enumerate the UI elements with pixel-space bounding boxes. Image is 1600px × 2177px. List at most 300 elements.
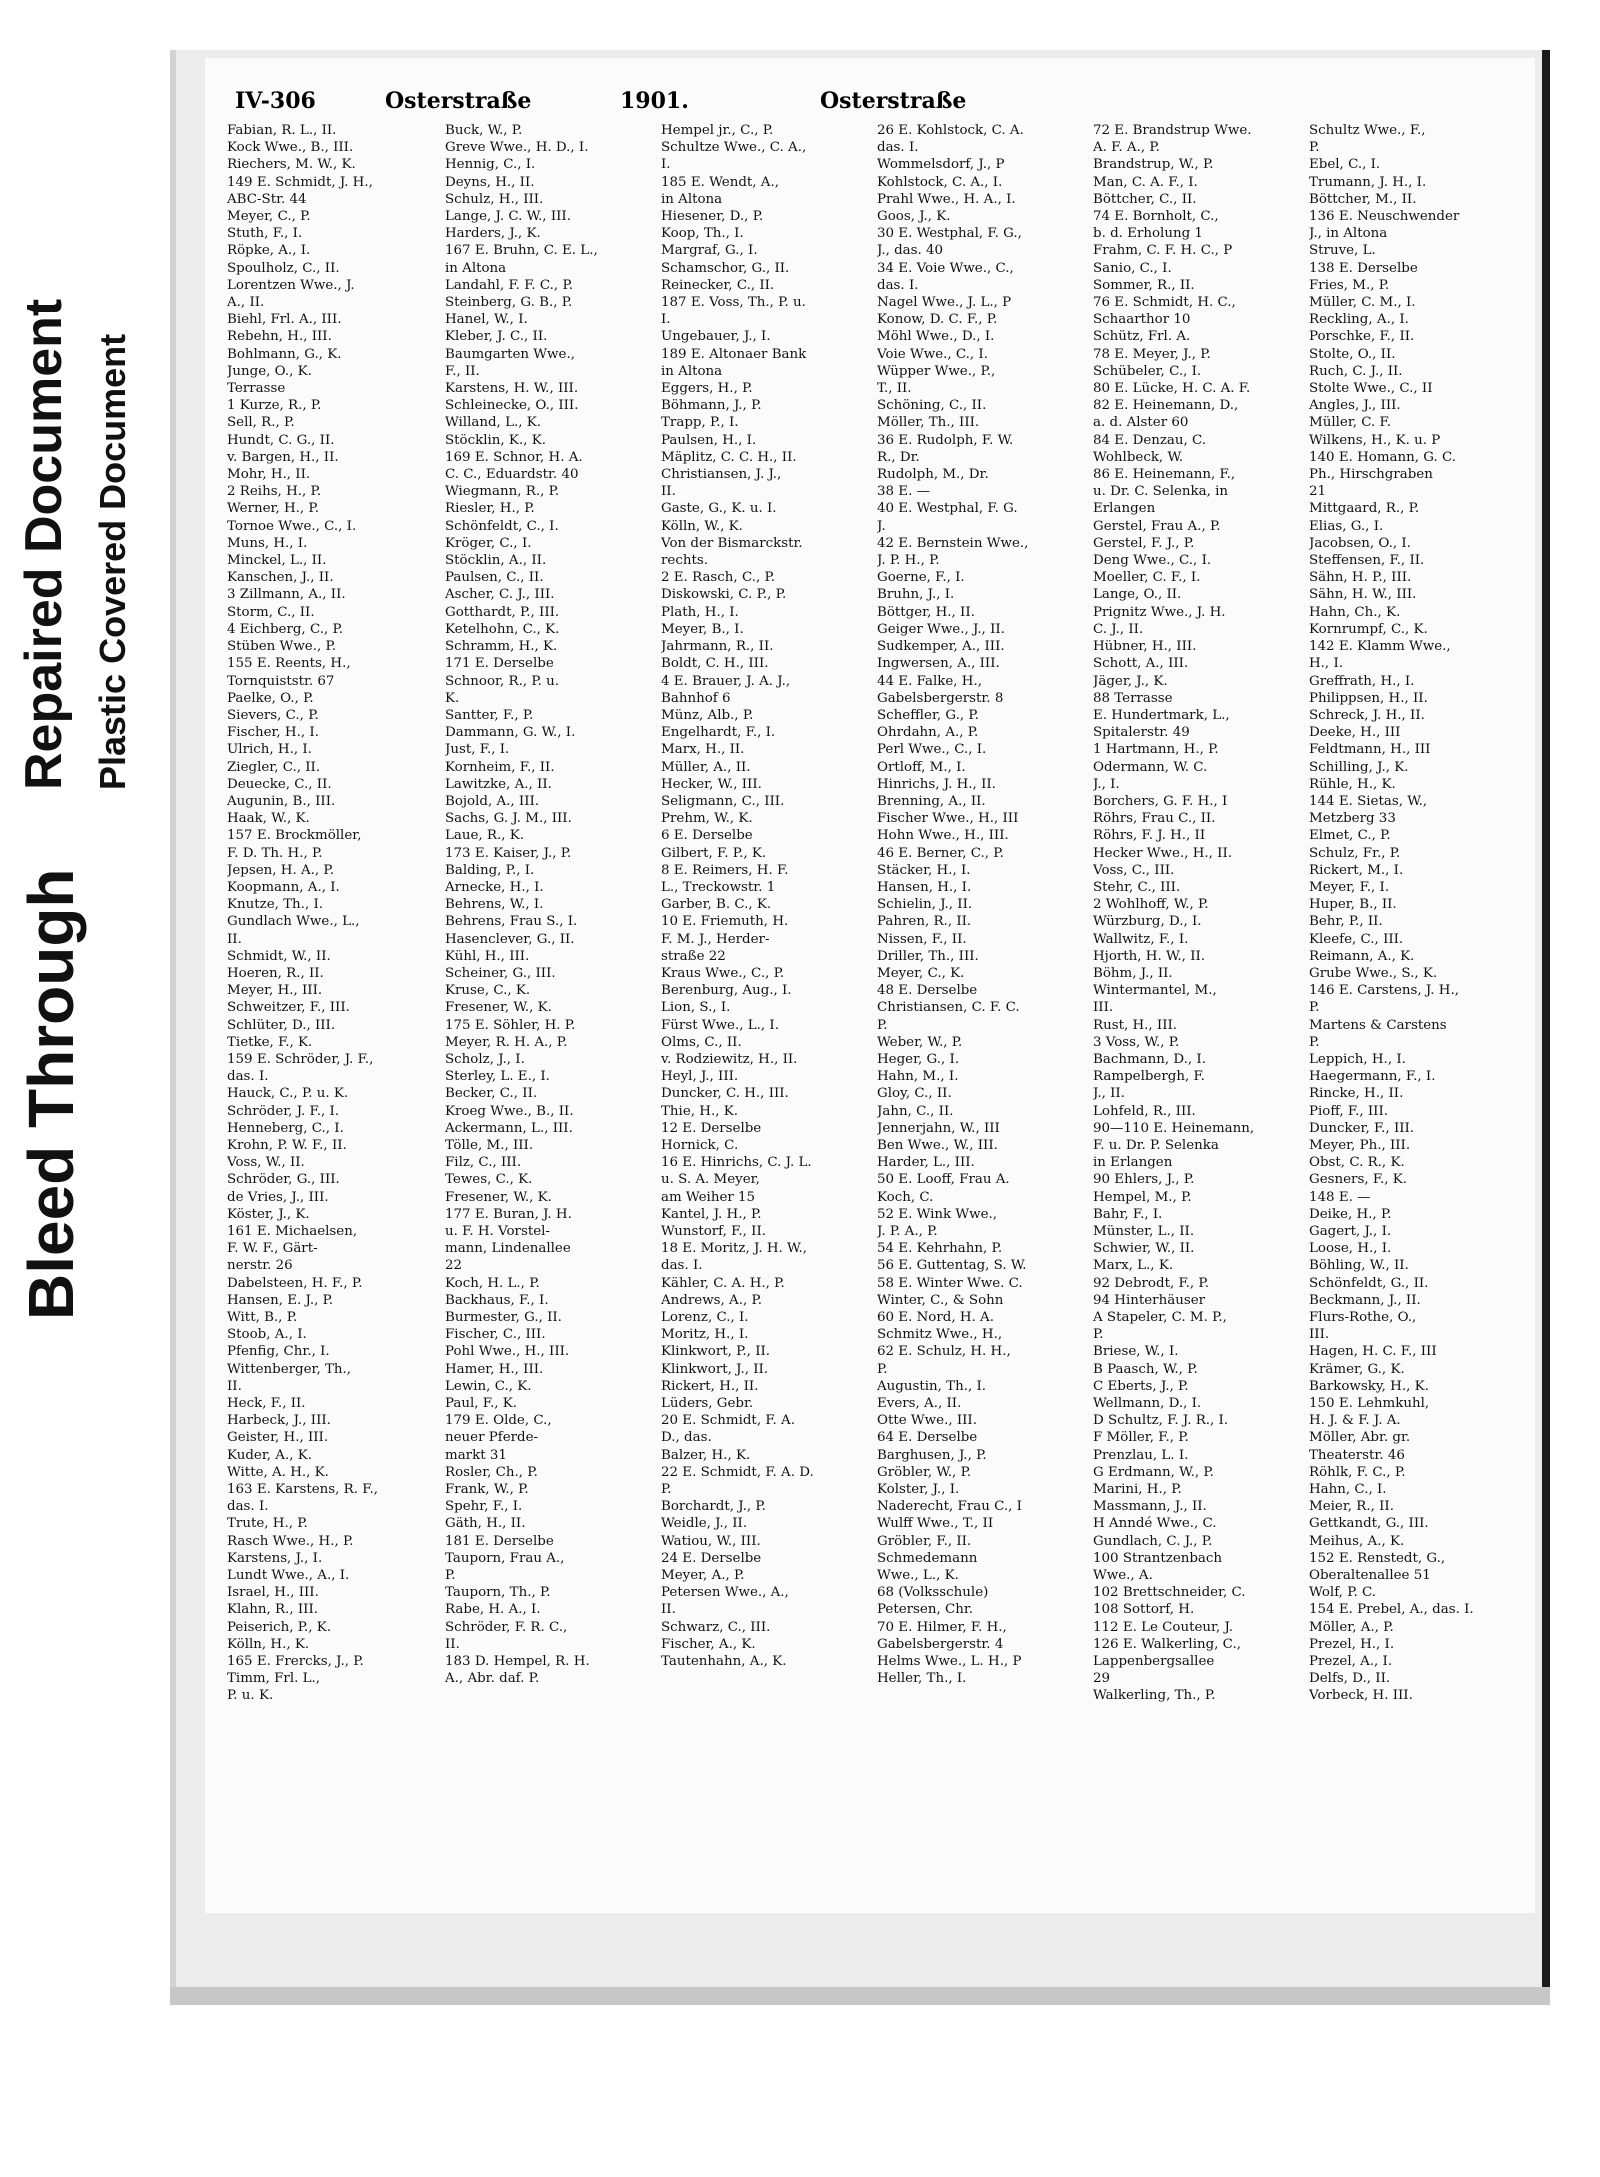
directory-entry: I. xyxy=(661,157,671,173)
directory-entry: Ulrich, H., I. xyxy=(227,742,312,758)
directory-entry: Struve, L. xyxy=(1309,243,1376,259)
directory-entry: Deyns, H., II. xyxy=(445,174,535,190)
directory-entry: Prignitz Wwe., J. H. xyxy=(1093,604,1226,620)
directory-entry: das. I. xyxy=(877,277,919,293)
directory-entry: Flurs-Rothe, O., xyxy=(1309,1310,1417,1326)
directory-entry: Ortloff, M., I. xyxy=(877,759,966,775)
directory-entry: J. P. A., P. xyxy=(877,1224,938,1239)
directory-entry: Tölle, M., III. xyxy=(445,1137,534,1153)
directory-entry: Münster, L., II. xyxy=(1093,1224,1195,1239)
directory-entry: Stüben Wwe., P. xyxy=(227,639,337,655)
directory-entry: Margraf, G., I. xyxy=(661,243,758,259)
directory-entry: Schwarz, C., III. xyxy=(661,1619,771,1635)
directory-entry: Wittenberger, Th., xyxy=(227,1361,352,1377)
directory-entry: Baumgarten Wwe., xyxy=(445,346,575,362)
directory-entry: Marini, H., P. xyxy=(1093,1482,1182,1498)
directory-entry: Jacobsen, O., I. xyxy=(1309,535,1411,551)
directory-entry: Hasenclever, G., II. xyxy=(445,931,575,947)
directory-entry: Winter, C., & Sohn xyxy=(877,1292,1004,1308)
directory-entry: Christiansen, J. J., xyxy=(661,467,782,483)
directory-entry: F. M. J., Herder- xyxy=(661,931,770,947)
directory-entry: Hahn, M., I. xyxy=(877,1069,959,1085)
directory-entry: Schilling, J., K. xyxy=(1309,759,1409,775)
directory-entry: Pahren, R., II. xyxy=(877,914,972,930)
column-1 xyxy=(227,122,422,1705)
directory-entry: Sterley, L. E., I. xyxy=(445,1069,550,1085)
directory-entry: 54 E. Kehrhahn, P. xyxy=(877,1241,1003,1257)
directory-entry: Meyer, Ph., III. xyxy=(1309,1137,1411,1153)
directory-entry: 84 E. Denzau, C. xyxy=(1093,432,1207,448)
directory-entry: Tewes, C., K. xyxy=(445,1172,533,1188)
directory-entry: Harbeck, J., III. xyxy=(227,1413,331,1429)
directory-entry: Kölln, W., K. xyxy=(661,518,743,534)
directory-entry: 167 E. Bruhn, C. E. L., xyxy=(445,243,598,259)
directory-entry: Heller, Th., I. xyxy=(877,1671,967,1687)
directory-entry: Fresener, W., K. xyxy=(445,1189,552,1205)
directory-entry: Man, C. A. F., I. xyxy=(1093,174,1198,190)
directory-entry: J., II. xyxy=(1093,1086,1125,1102)
directory-entry: neuer Pferde- xyxy=(445,1430,539,1446)
directory-entry: Sievers, C., P. xyxy=(227,707,319,723)
directory-entry: Spehr, F., I. xyxy=(445,1499,523,1515)
directory-entry: Kuder, A., K. xyxy=(227,1447,312,1463)
directory-entry: Massmann, J., II. xyxy=(1093,1499,1207,1515)
directory-entry: F Möller, F., P. xyxy=(1093,1430,1189,1446)
directory-entry: 144 E. Sietas, W., xyxy=(1309,793,1428,809)
directory-entry: Gundlach Wwe., L., xyxy=(227,914,360,930)
directory-entry: 175 E. Söhler, H. P. xyxy=(445,1017,576,1033)
directory-entry: Schultz Wwe., F., xyxy=(1309,123,1426,138)
directory-entry: Petersen, Chr. xyxy=(877,1602,974,1618)
directory-entry: markt 31 xyxy=(445,1447,507,1463)
directory-entry: u. F. H. Vorstel- xyxy=(445,1224,550,1239)
directory-entry: Reimann, A., K. xyxy=(1309,948,1415,964)
directory-entry: 3 Zillmann, A., II. xyxy=(227,587,346,603)
directory-entry: Witt, B., P. xyxy=(227,1310,298,1326)
directory-entry: Ruch, C. J., II. xyxy=(1309,363,1403,379)
directory-entry: 138 E. Derselbe xyxy=(1309,260,1418,276)
directory-entry: Krohn, P. W. F., II. xyxy=(227,1137,347,1153)
directory-entry: Greve Wwe., H. D., I. xyxy=(445,140,589,156)
directory-entry: 152 E. Renstedt, G., xyxy=(1309,1550,1446,1566)
directory-entry: A., II. xyxy=(227,295,265,311)
directory-entry: II. xyxy=(445,1636,460,1652)
directory-entry: 78 E. Meyer, J., P. xyxy=(1093,346,1211,362)
directory-entry: straße 22 xyxy=(661,948,726,964)
directory-entry: Christiansen, C. F. C. xyxy=(877,1000,1020,1016)
directory-entry: Karstens, J., I. xyxy=(227,1550,323,1566)
directory-entry: Balzer, H., K. xyxy=(661,1447,751,1463)
directory-entry: Jäger, J., K. xyxy=(1093,673,1168,689)
directory-entry: Bohlmann, G., K. xyxy=(227,346,342,362)
directory-entry: nerstr. 26 xyxy=(227,1258,293,1274)
directory-entry: Filz, C., III. xyxy=(445,1155,522,1171)
directory-entry: am Weiher 15 xyxy=(661,1189,756,1205)
directory-entry: Müller, C. F. xyxy=(1309,415,1392,431)
directory-entry: Stehr, C., III. xyxy=(1093,879,1181,895)
directory-entry: Minckel, L., II. xyxy=(227,553,327,569)
directory-entry: Delfs, D., II. xyxy=(1309,1671,1391,1687)
directory-entry: Lappenbergsallee xyxy=(1093,1654,1215,1670)
directory-entry: das. I. xyxy=(227,1069,269,1085)
directory-entry: 10 E. Friemuth, H. xyxy=(661,914,789,930)
directory-entry: Prezel, H., I. xyxy=(1309,1636,1395,1652)
directory-entry: Dabelsteen, H. F., P. xyxy=(227,1275,363,1291)
directory-entry: Stöcklin, A., II. xyxy=(445,553,547,569)
directory-entry: 30 E. Westphal, F. G., xyxy=(877,226,1022,242)
directory-entry: Mohr, H., II. xyxy=(227,467,311,483)
directory-entry: 58 E. Winter Wwe. C. xyxy=(877,1275,1023,1291)
directory-entry: v. Rodziewitz, H., II. xyxy=(661,1051,798,1067)
directory-entry: P. xyxy=(877,1017,888,1033)
directory-entry: T., II. xyxy=(877,381,912,397)
directory-entry: Meyer, A., P. xyxy=(661,1568,745,1584)
directory-entry: Bahr, F., I. xyxy=(1093,1206,1163,1222)
directory-entry: 29 xyxy=(1093,1671,1111,1687)
directory-entry: Karstens, H. W., III. xyxy=(445,381,579,397)
directory-entry: Lawitzke, A., II. xyxy=(445,776,552,792)
directory-entry: Voie Wwe., C., I. xyxy=(877,346,988,362)
directory-entry: Schulz, Fr., P. xyxy=(1309,845,1401,861)
directory-entry: 12 E. Derselbe xyxy=(661,1120,762,1136)
directory-entry: Schröder, J. F., I. xyxy=(227,1103,340,1119)
directory-entry: Klinkwort, J., II. xyxy=(661,1361,769,1377)
directory-entry: 86 E. Heinemann, F., xyxy=(1093,467,1236,483)
directory-entry: Just, F., I. xyxy=(445,742,510,758)
directory-entry: Augunin, B., III. xyxy=(227,793,336,809)
directory-entry: 74 E. Bornholt, C., xyxy=(1093,209,1219,225)
directory-entry: Gerstel, F. J., P. xyxy=(1093,535,1195,551)
directory-entry: 2 Wohlhoff, W., P. xyxy=(1093,897,1209,913)
directory-entry: Sell, R., P. xyxy=(227,415,295,431)
directory-entry: II. xyxy=(661,1602,676,1618)
directory-entry: Harder, L., III. xyxy=(877,1155,975,1171)
directory-entry: D Schultz, F. J. R., I. xyxy=(1093,1413,1229,1429)
scan-right-edge xyxy=(1542,50,1550,2005)
directory-entry: Steinberg, G. B., P. xyxy=(445,295,573,311)
directory-entry: Elmet, C., P. xyxy=(1309,828,1391,844)
directory-entry: Böttcher, M., II. xyxy=(1309,191,1417,207)
directory-entry: Trumann, J. H., I. xyxy=(1309,174,1427,190)
directory-entry: G Erdmann, W., P. xyxy=(1093,1464,1214,1480)
directory-entry: Fischer, C., III. xyxy=(445,1327,546,1343)
directory-entry: 161 E. Michaelsen, xyxy=(227,1224,358,1239)
directory-entry: Schleinecke, O., III. xyxy=(445,398,579,414)
directory-entry: Lorentzen Wwe., J. xyxy=(227,277,355,293)
directory-entry: Hansen, E. J., P. xyxy=(227,1292,334,1308)
directory-entry: Nagel Wwe., J. L., P xyxy=(877,295,1012,311)
directory-entry: Kohlstock, C. A., I. xyxy=(877,174,1003,190)
directory-entry: Plath, H., I. xyxy=(661,604,739,620)
directory-entry: P. xyxy=(1309,1000,1320,1016)
directory-entry: Frank, W., P. xyxy=(445,1482,529,1498)
directory-entry: Porschke, F., II. xyxy=(1309,329,1415,345)
directory-entry: Rabe, H. A., I. xyxy=(445,1602,541,1618)
directory-entry: Harders, J., K. xyxy=(445,226,541,242)
directory-entry: Kornrumpf, C., K. xyxy=(1309,621,1428,637)
directory-entry: P. xyxy=(445,1568,456,1584)
repaired-document-label: Repaired Document xyxy=(15,298,73,790)
directory-entry: 18 E. Moritz, J. H. W., xyxy=(661,1241,807,1257)
directory-entry: das. I. xyxy=(877,140,919,156)
directory-entry: Brenning, A., II. xyxy=(877,793,986,809)
directory-entry: 155 E. Reents, H., xyxy=(227,656,351,672)
directory-entry: Pohl Wwe., H., III. xyxy=(445,1344,570,1360)
directory-entry: Böhling, W., II. xyxy=(1309,1258,1409,1274)
directory-entry: C. J., II. xyxy=(1093,621,1144,637)
directory-entry: Fürst Wwe., L., I. xyxy=(661,1017,779,1033)
directory-entry: Hansen, H., I. xyxy=(877,879,972,895)
directory-entry: Schreck, J. H., II. xyxy=(1309,707,1425,723)
directory-entry: Sudkemper, A., III. xyxy=(877,639,1005,655)
directory-entry: Schröder, G., III. xyxy=(227,1172,340,1188)
directory-entry: Paul, F., K. xyxy=(445,1396,518,1412)
directory-entry: in Erlangen xyxy=(1093,1155,1173,1171)
directory-entry: Biehl, Frl. A., III. xyxy=(227,312,342,328)
directory-entry: Koop, Th., I. xyxy=(661,226,744,242)
directory-entry: Röpke, A., I. xyxy=(227,243,311,259)
directory-entry: Pioff, F., III. xyxy=(1309,1103,1389,1119)
directory-entry: Odermann, W. C. xyxy=(1093,759,1208,775)
directory-entry: C Eberts, J., P. xyxy=(1093,1378,1189,1394)
directory-entry: 64 E. Derselbe xyxy=(877,1430,978,1446)
directory-entry: Lorenz, C., I. xyxy=(661,1310,749,1326)
directory-entry: Heck, F., II. xyxy=(227,1396,306,1412)
directory-entry: ABC-Str. 44 xyxy=(227,191,307,207)
directory-entry: J., I. xyxy=(1093,776,1120,792)
directory-entry: Ketelhohn, C., K. xyxy=(445,621,560,637)
directory-entry: Wwe., L., K. xyxy=(877,1568,959,1584)
directory-entry: J. P. H., P. xyxy=(877,553,940,569)
directory-entry: II. xyxy=(661,484,676,500)
directory-entry: Geister, H., III. xyxy=(227,1430,329,1446)
directory-entry: 90—110 E. Heinemann, xyxy=(1093,1120,1255,1136)
directory-entry: E. Hundertmark, L., xyxy=(1093,707,1230,723)
directory-entry: Haegermann, F., I. xyxy=(1309,1069,1436,1085)
directory-entry: Fischer Wwe., H., III xyxy=(877,811,1019,827)
directory-entry: F. u. Dr. P. Selenka xyxy=(1093,1137,1219,1153)
directory-entry: Schamschor, G., II. xyxy=(661,260,790,276)
directory-entry: Moeller, C. F., I. xyxy=(1093,570,1201,586)
directory-entry: Walkerling, Th., P. xyxy=(1093,1688,1216,1704)
directory-entry: Von der Bismarckstr. xyxy=(661,535,803,551)
directory-entry: 148 E. — xyxy=(1309,1189,1371,1205)
directory-entry: Wohlbeck, W. xyxy=(1093,449,1184,465)
directory-entry: 140 E. Homann, G. C. xyxy=(1309,449,1457,465)
directory-entry: Witte, A. H., K. xyxy=(227,1464,329,1480)
directory-entry: Lüders, Gebr. xyxy=(661,1396,754,1412)
directory-entry: 150 E. Lehmkuhl, xyxy=(1309,1396,1430,1412)
directory-entry: 21 xyxy=(1309,484,1327,500)
directory-entry: Briese, W., I. xyxy=(1093,1344,1179,1360)
directory-entry: Schütz, Frl. A. xyxy=(1093,329,1191,345)
directory-entry: Weber, W., P. xyxy=(877,1034,963,1050)
column-2 xyxy=(445,122,640,1687)
directory-entry: J., in Altona xyxy=(1309,226,1388,242)
directory-entry: 88 Terrasse xyxy=(1093,690,1173,706)
directory-entry: Fries, M., P. xyxy=(1309,277,1390,293)
directory-entry: Schlüter, D., III. xyxy=(227,1017,336,1033)
directory-entry: Gagert, J., I. xyxy=(1309,1224,1392,1239)
directory-entry: Duncker, F., III. xyxy=(1309,1120,1415,1136)
directory-entry: Sähn, H. W., III. xyxy=(1309,587,1417,603)
directory-entry: Ingwersen, A., III. xyxy=(877,656,1000,672)
directory-entry: 24 E. Derselbe xyxy=(661,1550,762,1566)
directory-entry: Huper, B., II. xyxy=(1309,897,1397,913)
directory-entry: Olms, C., II. xyxy=(661,1034,742,1050)
directory-entry: III. xyxy=(1309,1327,1330,1343)
directory-entry: Hornick, C. xyxy=(661,1137,739,1153)
directory-entry: Gröbler, W., P. xyxy=(877,1464,972,1480)
directory-entry: 42 E. Bernstein Wwe., xyxy=(877,535,1029,551)
directory-entry: Goos, J., K. xyxy=(877,209,951,225)
directory-entry: 112 E. Le Couteur, J. xyxy=(1093,1619,1234,1635)
directory-entry: Fresener, W., K. xyxy=(445,1000,552,1016)
directory-entry: Würzburg, D., I. xyxy=(1093,914,1202,930)
directory-entry: Obst, C. R., K. xyxy=(1309,1155,1405,1171)
directory-entry: Engelhardt, F., I. xyxy=(661,725,776,741)
directory-entry: Kölln, H., K. xyxy=(227,1636,310,1652)
directory-entry: u. Dr. C. Selenka, in xyxy=(1093,484,1229,500)
directory-entry: Dammann, G. W., I. xyxy=(445,725,576,741)
directory-entry: Stöcklin, K., K. xyxy=(445,432,546,448)
directory-entry: Tornoe Wwe., C., I. xyxy=(227,518,357,534)
plastic-covered-label: Plastic Covered Document xyxy=(92,333,133,790)
directory-entry: Koch, H. L., P. xyxy=(445,1275,540,1291)
directory-entry: Hoeren, R., II. xyxy=(227,965,324,981)
directory-entry: Röhrs, Frau C., II. xyxy=(1093,811,1216,827)
directory-entry: Jahrmann, R., II. xyxy=(661,639,774,655)
directory-entry: a. d. Alster 60 xyxy=(1093,415,1189,431)
directory-entry: Gabelsbergerstr. 4 xyxy=(877,1636,1004,1652)
directory-entry: Voss, C., III. xyxy=(1093,862,1175,878)
directory-entry: Bachmann, D., I. xyxy=(1093,1051,1206,1067)
directory-entry: Hecker Wwe., H., II. xyxy=(1093,845,1232,861)
directory-entry: Geiger Wwe., J., II. xyxy=(877,621,1005,637)
directory-entry: Voss, W., II. xyxy=(227,1155,305,1171)
directory-entry: Kleber, J. C., II. xyxy=(445,329,548,345)
directory-entry: Kornheim, F., II. xyxy=(445,759,555,775)
directory-entry: Hennig, C., I. xyxy=(445,157,536,173)
directory-entry: Gotthardt, P., III. xyxy=(445,604,560,620)
directory-entry: Sommer, R., II. xyxy=(1093,277,1195,293)
directory-entry: Greffrath, H., I. xyxy=(1309,673,1415,689)
year-heading: 1901. xyxy=(620,88,689,114)
directory-entry: 72 E. Brandstrup Wwe. xyxy=(1093,123,1252,138)
directory-entry: Klahn, R., III. xyxy=(227,1602,319,1618)
directory-entry: Tauporn, Frau A., xyxy=(445,1550,565,1566)
directory-entry: Bahnhof 6 xyxy=(661,690,731,706)
directory-entry: Garber, B. C., K. xyxy=(661,897,772,913)
directory-entry: 52 E. Wink Wwe., xyxy=(877,1206,998,1222)
directory-entry: Deike, H., P. xyxy=(1309,1206,1392,1222)
directory-entry: Schott, A., III. xyxy=(1093,656,1189,672)
directory-entry: Backhaus, F., I. xyxy=(445,1292,549,1308)
directory-entry: Muns, H., I. xyxy=(227,535,308,551)
directory-entry: 179 E. Olde, C., xyxy=(445,1413,552,1429)
directory-entry: 34 E. Voie Wwe., C., xyxy=(877,260,1014,276)
directory-entry: D., das. xyxy=(661,1430,712,1446)
directory-entry: B Paasch, W., P. xyxy=(1093,1361,1198,1377)
directory-entry: Mittgaard, R., P. xyxy=(1309,501,1420,517)
directory-entry: Santter, F., P. xyxy=(445,707,534,723)
directory-entry: Hiesener, D., P. xyxy=(661,209,764,225)
directory-entry: Moritz, H., I. xyxy=(661,1327,749,1343)
directory-entry: Krämer, G., K. xyxy=(1309,1361,1405,1377)
directory-entry: Evers, A., II. xyxy=(877,1396,962,1412)
directory-entry: 48 E. Derselbe xyxy=(877,983,978,999)
directory-entry: 189 E. Altonaer Bank xyxy=(661,346,807,362)
directory-entry: Fischer, H., I. xyxy=(227,725,319,741)
directory-entry: Schielin, J., II. xyxy=(877,897,973,913)
directory-entry: Hanel, W., I. xyxy=(445,312,528,328)
directory-entry: Ebel, C., I. xyxy=(1309,157,1381,173)
directory-entry: Grube Wwe., S., K. xyxy=(1309,965,1438,981)
directory-entry: Elias, G., I. xyxy=(1309,518,1384,534)
directory-entry: Kolster, J., I. xyxy=(877,1482,960,1498)
directory-entry: Deuecke, C., II. xyxy=(227,776,332,792)
column-4 xyxy=(877,122,1072,1687)
directory-entry: Schröder, F. R. C., xyxy=(445,1619,568,1635)
directory-entry: 50 E. Looff, Frau A. xyxy=(877,1172,1010,1188)
directory-entry: 44 E. Falke, H., xyxy=(877,673,982,689)
directory-entry: 80 E. Lücke, H. C. A. F. xyxy=(1093,381,1251,397)
directory-entry: Borchers, G. F. H., I xyxy=(1093,793,1228,809)
scan-bottom-edge xyxy=(170,1987,1550,2005)
directory-entry: Loose, H., I. xyxy=(1309,1241,1392,1257)
directory-entry: Terrasse xyxy=(227,381,286,397)
directory-entry: Bojold, A., III. xyxy=(445,793,540,809)
directory-entry: Jennerjahn, W., III xyxy=(877,1120,1000,1136)
directory-entry: II. xyxy=(227,1378,242,1394)
directory-entry: A Stapeler, C. M. P., xyxy=(1093,1310,1227,1326)
directory-entry: Rincke, H., II. xyxy=(1309,1086,1404,1102)
column-6 xyxy=(1309,122,1499,1705)
directory-entry: Tornquiststr. 67 xyxy=(227,673,335,689)
directory-entry: P. xyxy=(1309,140,1320,156)
directory-entry: Heger, G., I. xyxy=(877,1051,960,1067)
directory-entry: Möhl Wwe., D., I. xyxy=(877,329,995,345)
directory-entry: Balding, P., I. xyxy=(445,862,535,878)
directory-entry: Brandstrup, W., P. xyxy=(1093,157,1214,173)
directory-entry: Gettkandt, G., III. xyxy=(1309,1516,1429,1532)
directory-entry: Diskowski, C. P., P. xyxy=(661,587,787,603)
directory-entry: Meihus, A., K. xyxy=(1309,1533,1405,1549)
directory-entry: Scheiner, G., III. xyxy=(445,965,556,981)
directory-entry: 1 Hartmann, H., P. xyxy=(1093,742,1219,758)
directory-entry: Meyer, H., III. xyxy=(227,983,323,999)
directory-entry: Kraus Wwe., C., P. xyxy=(661,965,785,981)
directory-entry: Theaterstr. 46 xyxy=(1309,1447,1405,1463)
directory-entry: Paelke, O., P. xyxy=(227,690,314,706)
directory-entry: Buck, W., P. xyxy=(445,123,523,138)
directory-entry: Petersen Wwe., A., xyxy=(661,1585,789,1601)
directory-entry: Scholz, J., I. xyxy=(445,1051,525,1067)
directory-entry: K. xyxy=(445,690,460,706)
directory-entry: Schönfeldt, G., II. xyxy=(1309,1275,1429,1291)
directory-entry: Wallwitz, F., I. xyxy=(1093,931,1189,947)
directory-entry: J. xyxy=(877,518,886,534)
directory-entry: 108 Sottorf, H. xyxy=(1093,1602,1195,1618)
directory-entry: Philippsen, H., II. xyxy=(1309,690,1428,706)
directory-entry: Bruhn, J., I. xyxy=(877,587,955,603)
directory-entry: Kock Wwe., B., III. xyxy=(227,140,354,156)
directory-entry: Angles, J., III. xyxy=(1309,398,1401,414)
directory-entry: Schulz, H., III. xyxy=(445,191,544,207)
directory-entry: v. Bargen, H., II. xyxy=(227,449,339,465)
column-3 xyxy=(661,122,856,1670)
directory-entry: Wiegmann, R., P. xyxy=(445,484,560,500)
